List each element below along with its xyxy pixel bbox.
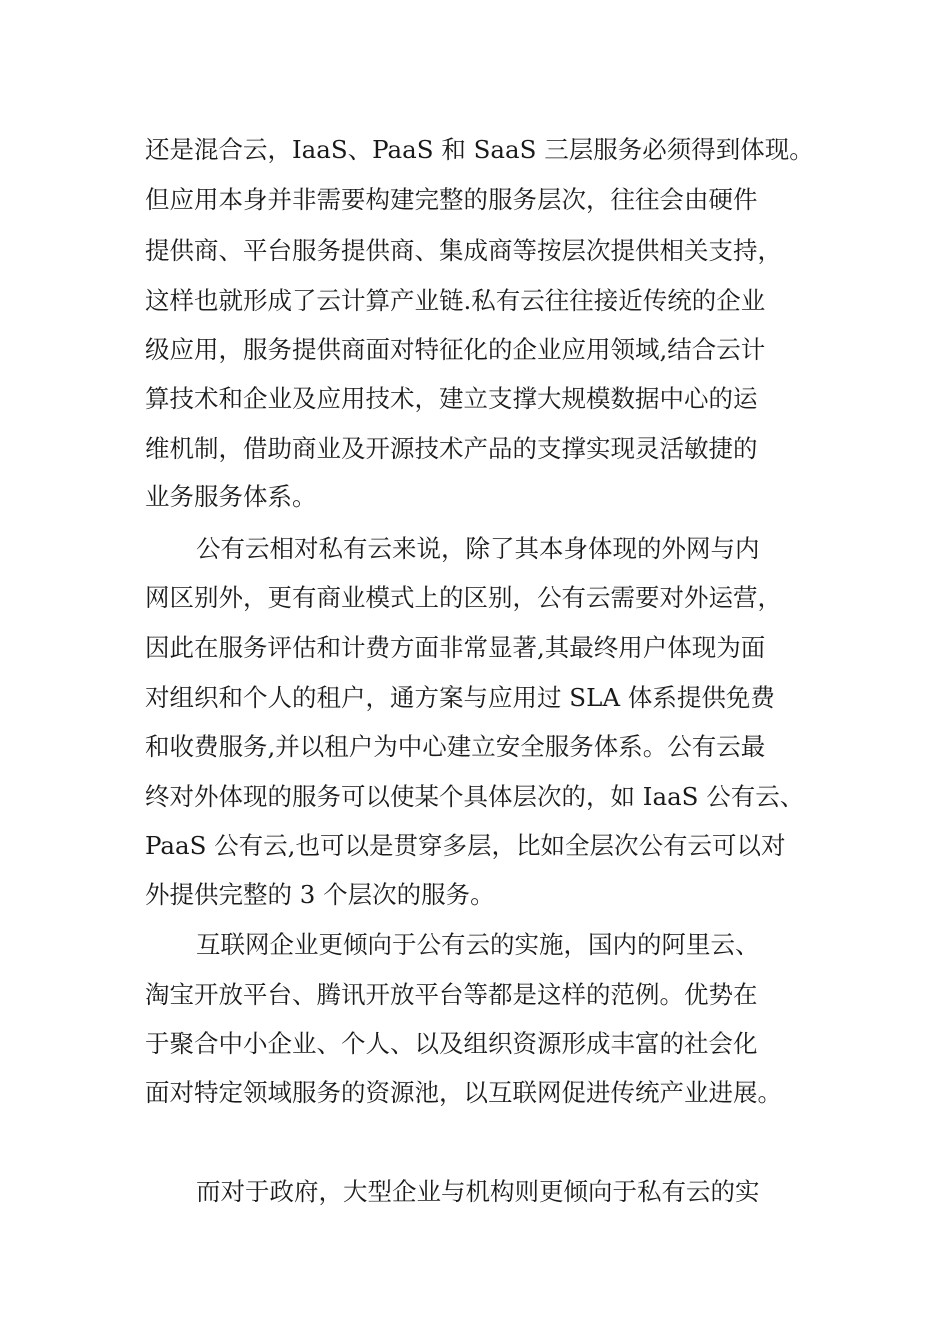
text-line: 算技术和企业及应用技术，建立支撑大规模数据中心的运 <box>145 384 758 413</box>
text-line: 面对特定领域服务的资源池，以互联网促进传统产业进展。 <box>145 1078 782 1107</box>
text-line: 提供商、平台服务提供商、集成商等按层次提供相关支持， <box>145 236 782 265</box>
text-line: 和收费服务,并以租户为中心建立安全服务体系。公有云最 <box>145 732 766 761</box>
text-line: 但应用本身并非需要构建完整的服务层次，往往会由硬件 <box>145 185 758 214</box>
text-line: 外提供完整的 3 个层次的服务。 <box>145 880 495 909</box>
text-line: 业务服务体系。 <box>145 482 317 511</box>
paragraph-first-line: 而对于政府，大型企业与机构则更倾向于私有云的实 <box>196 1177 760 1206</box>
text-line: 终对外体现的服务可以使某个具体层次的，如 IaaS 公有云、 <box>145 782 805 811</box>
text-line: 因此在服务评估和计费方面非常显著,其最终用户体现为面 <box>145 633 766 662</box>
text-line: 对组织和个人的租户，通方案与应用过 SLA 体系提供免费 <box>145 683 775 712</box>
text-line: 级应用，服务提供商面对特征化的企业应用领域,结合云计 <box>145 335 766 364</box>
text-line: 维机制，借助商业及开源技术产品的支撑实现灵活敏捷的 <box>145 434 758 463</box>
text-line: 淘宝开放平台、腾讯开放平台等都是这样的范例。优势在 <box>145 980 758 1009</box>
text-line: 还是混合云，IaaS、PaaS 和 SaaS 三层服务必须得到体现。 <box>145 135 814 164</box>
text-line: 这样也就形成了云计算产业链.私有云往往接近传统的企业 <box>145 286 766 315</box>
text-line: 网区别外，更有商业模式上的区别，公有云需要对外运营， <box>145 583 782 612</box>
text-line: 于聚合中小企业、个人、以及组织资源形成丰富的社会化 <box>145 1029 758 1058</box>
paragraph-first-line: 公有云相对私有云来说，除了其本身体现的外网与内 <box>196 534 760 563</box>
paragraph-first-line: 互联网企业更倾向于公有云的实施，国内的阿里云、 <box>196 930 760 959</box>
text-line: PaaS 公有云,也可以是贯穿多层，比如全层次公有云可以对 <box>145 831 786 860</box>
